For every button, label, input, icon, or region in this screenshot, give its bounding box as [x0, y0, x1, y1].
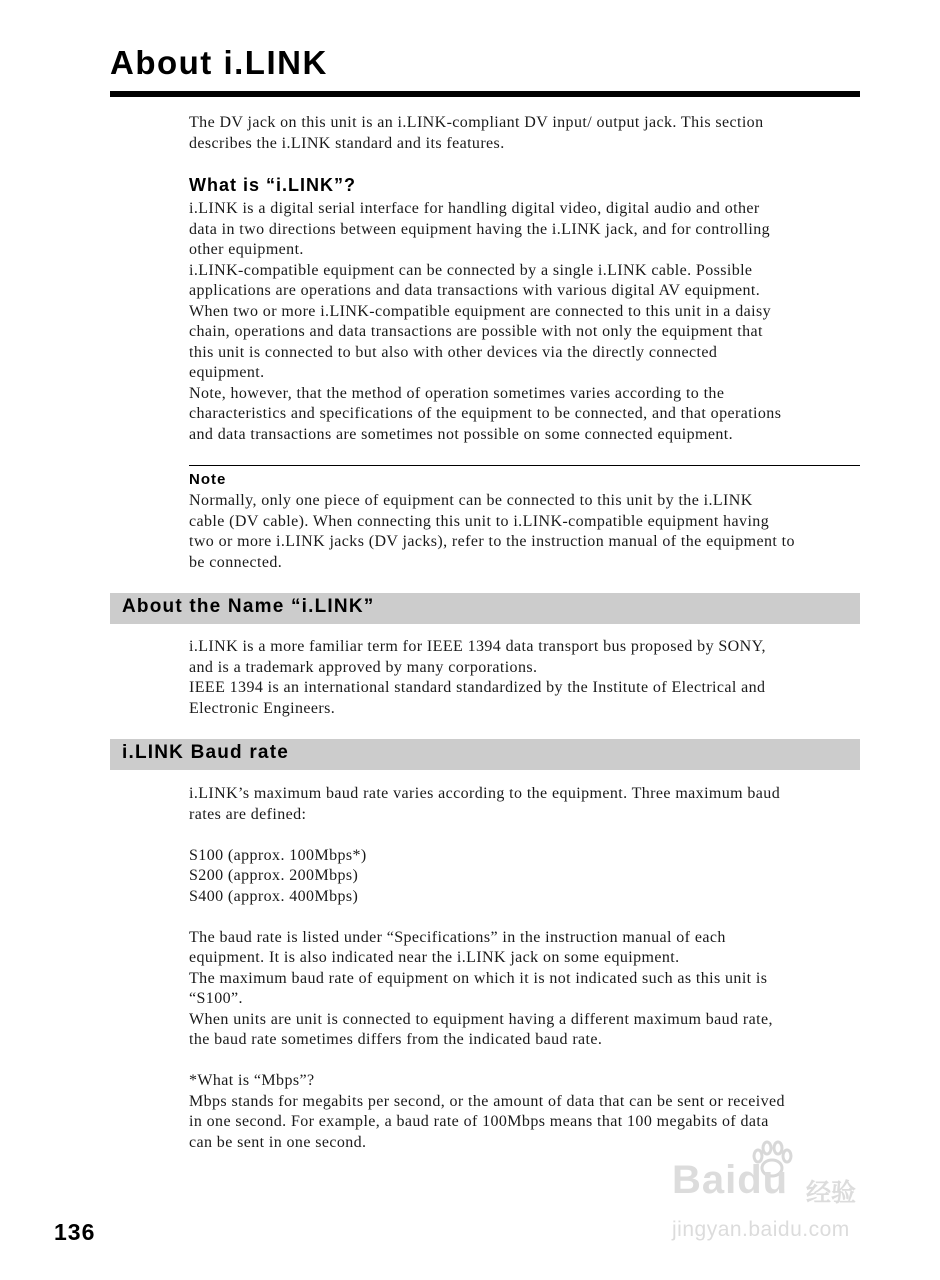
- note-line: Normally, only one piece of equipment can be connected to this unit by the i.LINK: [189, 492, 753, 509]
- baud-rate-line: the baud rate sometimes differs from the indicated baud rate.: [189, 1031, 603, 1048]
- what-is-line: other equipment.: [189, 241, 304, 258]
- baidu-watermark: [668, 1140, 888, 1270]
- note-label: Note: [189, 471, 227, 488]
- what-is-body: [189, 199, 861, 445]
- baud-rate-line: i.LINK’s maximum baud rate varies according to the equipment. Three maximum baud: [189, 785, 781, 802]
- mbps-footnote-line: Mbps stands for megabits per second, or the amount of data that can be sent or received: [189, 1092, 785, 1110]
- baud-rate-heading: i.LINK Baud rate: [122, 742, 289, 763]
- baud-rate-body: [189, 784, 861, 1153]
- what-is-line: and data transactions are sometimes not possible on some connected equipment.: [189, 425, 733, 443]
- about-name-body: [189, 637, 861, 719]
- page-title: About i.LINK: [110, 44, 328, 81]
- what-is-line: equipment.: [189, 364, 265, 381]
- intro-paragraph: [189, 113, 861, 154]
- baud-rate-line: rates are defined:: [189, 805, 307, 823]
- what-is-line: applications are operations and data transactions with various digital AV equipment.: [189, 282, 761, 299]
- about-name-line: i.LINK is a more familiar term for IEEE 1394 data transport bus proposed by SONY,: [189, 638, 766, 655]
- mbps-footnote-line: in one second. For example, a baud rate of 100Mbps means that 100 megabits of data: [189, 1113, 769, 1130]
- baud-rate-line: “S100”.: [189, 990, 243, 1007]
- about-name-heading: About the Name “i.LINK”: [122, 596, 375, 617]
- what-is-line: this unit is connected to but also with other devices via the directly connected: [189, 343, 718, 361]
- about-name-section-bar: [110, 593, 860, 624]
- intro-line: describes the i.LINK standard and its features.: [189, 134, 505, 152]
- baud-rate-item: S400 (approx. 400Mbps): [189, 887, 359, 905]
- note-body: [189, 491, 861, 573]
- baud-rate-section-bar: [110, 739, 860, 770]
- spacer: [189, 907, 861, 928]
- watermark-url: jingyan.baidu.com: [672, 1218, 850, 1241]
- title-rule: [110, 91, 860, 97]
- note-line: be connected.: [189, 553, 283, 571]
- baud-rate-item: S100 (approx. 100Mbps*): [189, 846, 367, 864]
- mbps-footnote-title: *What is “Mbps”?: [189, 1072, 315, 1089]
- baud-rate-line: When units are unit is connected to equipment having a different maximum baud rate,: [189, 1010, 773, 1028]
- page-number: 136: [54, 1219, 96, 1245]
- what-is-line: chain, operations and data transactions are possible with not only the equipment that: [189, 323, 763, 340]
- what-is-line: data in two directions between equipment having the i.LINK jack, and for controlling: [189, 220, 770, 238]
- baud-rate-line: The maximum baud rate of equipment on which it is not indicated such as this unit is: [189, 969, 768, 987]
- note-line: cable (DV cable). When connecting this unit to i.LINK-compatible equipment having: [189, 512, 770, 530]
- baud-rate-line: The baud rate is listed under “Specifications” in the instruction manual of each: [189, 928, 726, 946]
- about-name-line: and is a trademark approved by many corporations.: [189, 658, 538, 676]
- what-is-line: i.LINK is a digital serial interface for handling digital video, digital audio and other: [189, 200, 760, 217]
- what-is-heading: What is “i.LINK”?: [189, 175, 356, 195]
- note-rule: [189, 465, 860, 466]
- what-is-line: Note, however, that the method of operation sometimes varies according to the: [189, 384, 725, 402]
- mbps-footnote-line: can be sent in one second.: [189, 1133, 367, 1151]
- note-line: two or more i.LINK jacks (DV jacks), refer to the instruction manual of the equipment to: [189, 533, 795, 550]
- spacer: [189, 1051, 861, 1072]
- watermark-jingyan: 经验: [806, 1178, 857, 1207]
- intro-line: The DV jack on this unit is an i.LINK-compliant DV input/ output jack. This section: [189, 114, 764, 131]
- what-is-line: When two or more i.LINK-compatible equipment are connected to this unit in a daisy: [189, 302, 771, 320]
- what-is-line: characteristics and specifications of the equipment to be connected, and that operations: [189, 405, 782, 422]
- what-is-line: i.LINK-compatible equipment can be connected by a single i.LINK cable. Possible: [189, 261, 753, 279]
- spacer: [189, 825, 861, 846]
- about-name-line: Electronic Engineers.: [189, 699, 336, 717]
- watermark-logo: Baidu: [672, 1158, 789, 1202]
- about-name-line: IEEE 1394 is an international standard standardized by the Institute of Electrical and: [189, 679, 766, 696]
- baud-rate-item: S200 (approx. 200Mbps): [189, 867, 359, 884]
- baud-rate-line: equipment. It is also indicated near the i.LINK jack on some equipment.: [189, 949, 680, 966]
